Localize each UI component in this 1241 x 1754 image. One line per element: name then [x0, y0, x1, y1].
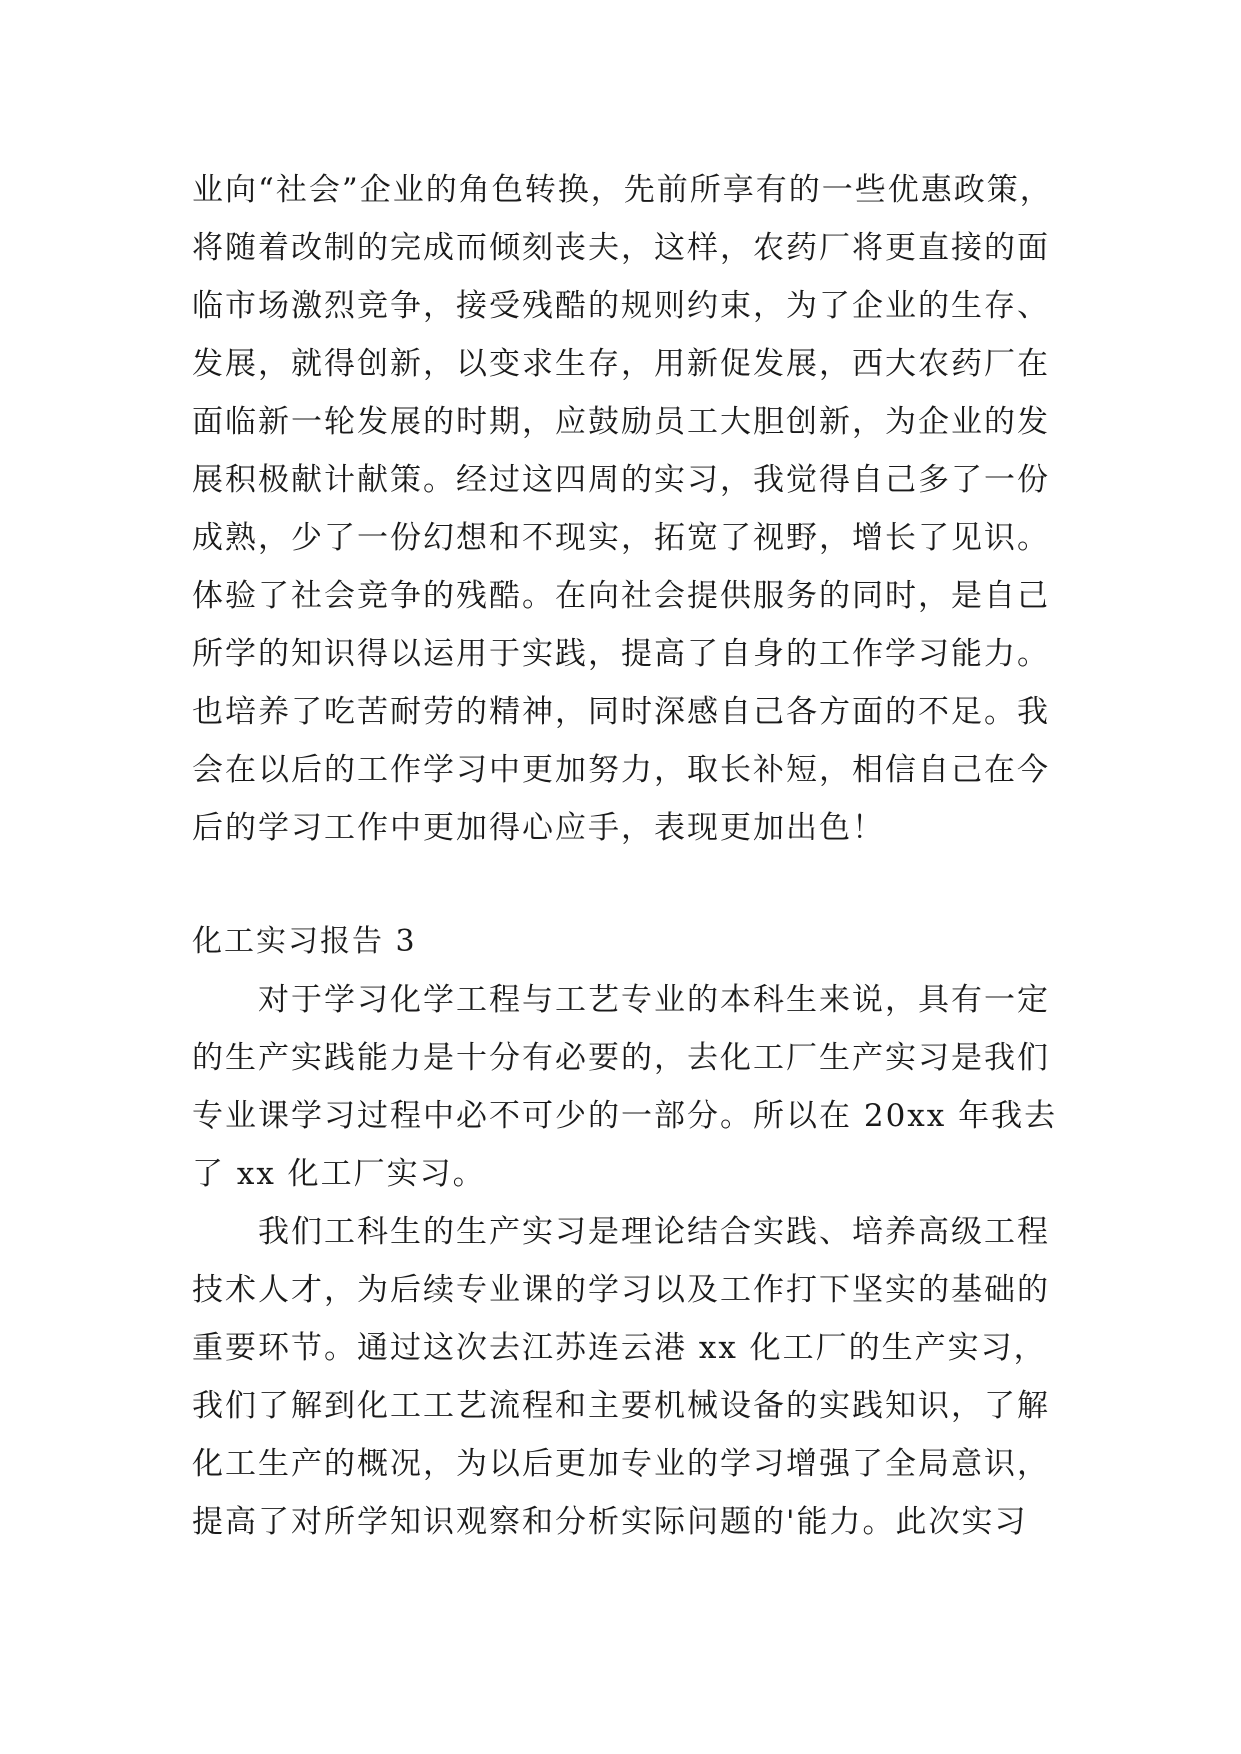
text-line: 临市场激烈竞争，接受残酷的规则约束，为了企业的生存、	[192, 288, 1050, 324]
text-line: 体验了社会竞争的残酷。在向社会提供服务的同时，是自己	[192, 578, 1050, 614]
section-heading: 化工实习报告 3	[192, 924, 417, 959]
text-line: 面临新一轮发展的时期，应鼓励员工大胆创新，为企业的发	[192, 404, 1050, 440]
text-line: 会在以后的工作学习中更加努力，取长补短，相信自己在今	[192, 752, 1050, 788]
text-line: 所学的知识得以运用于实践，提高了自身的工作学习能力。	[192, 636, 1050, 672]
text-line: 了 xx 化工厂实习。	[192, 1156, 486, 1192]
paragraph-2	[192, 1203, 1092, 1551]
text-line: 将随着改制的完成而倾刻丧夫，这样，农药厂将更直接的面	[192, 230, 1050, 266]
text-line: 专业课学习过程中必不可少的一部分。所以在 20xx 年我去	[192, 1098, 1058, 1134]
text-line: 我们工科生的生产实习是理论结合实践、培养高级工程	[258, 1214, 1050, 1250]
paragraph-continuation	[192, 161, 1092, 857]
paragraph-1	[192, 971, 1092, 1203]
report-section	[192, 913, 1092, 1551]
text-line: 成熟，少了一份幻想和不现实，拓宽了视野，增长了见识。	[192, 520, 1050, 556]
text-line: 重要环节。通过这次去江苏连云港 xx 化工厂的生产实习，	[192, 1330, 1047, 1366]
text-line: 提高了对所学知识观察和分析实际问题的'能力。此次实习	[192, 1504, 1028, 1540]
text-line: 业向“社会”企业的角色转换，先前所享有的一些优惠政策，	[192, 172, 1053, 208]
text-line: 的生产实践能力是十分有必要的，去化工厂生产实习是我们	[192, 1040, 1050, 1076]
text-line: 对于学习化学工程与工艺专业的本科生来说，具有一定	[258, 982, 1050, 1018]
text-line: 也培养了吃苦耐劳的精神，同时深感自己各方面的不足。我	[192, 694, 1050, 730]
text-line: 化工生产的概况，为以后更加专业的学习增强了全局意识，	[192, 1446, 1050, 1482]
text-line: 展积极献计献策。经过这四周的实习，我觉得自己多了一份	[192, 462, 1050, 498]
text-line: 我们了解到化工工艺流程和主要机械设备的实践知识，了解	[192, 1388, 1050, 1424]
text-line: 发展，就得创新，以变求生存，用新促发展，西大农药厂在	[192, 346, 1050, 382]
text-line: 后的学习工作中更加得心应手，表现更加出色！	[192, 810, 885, 846]
text-line: 技术人才，为后续专业课的学习以及工作打下坚实的基础的	[192, 1272, 1050, 1308]
